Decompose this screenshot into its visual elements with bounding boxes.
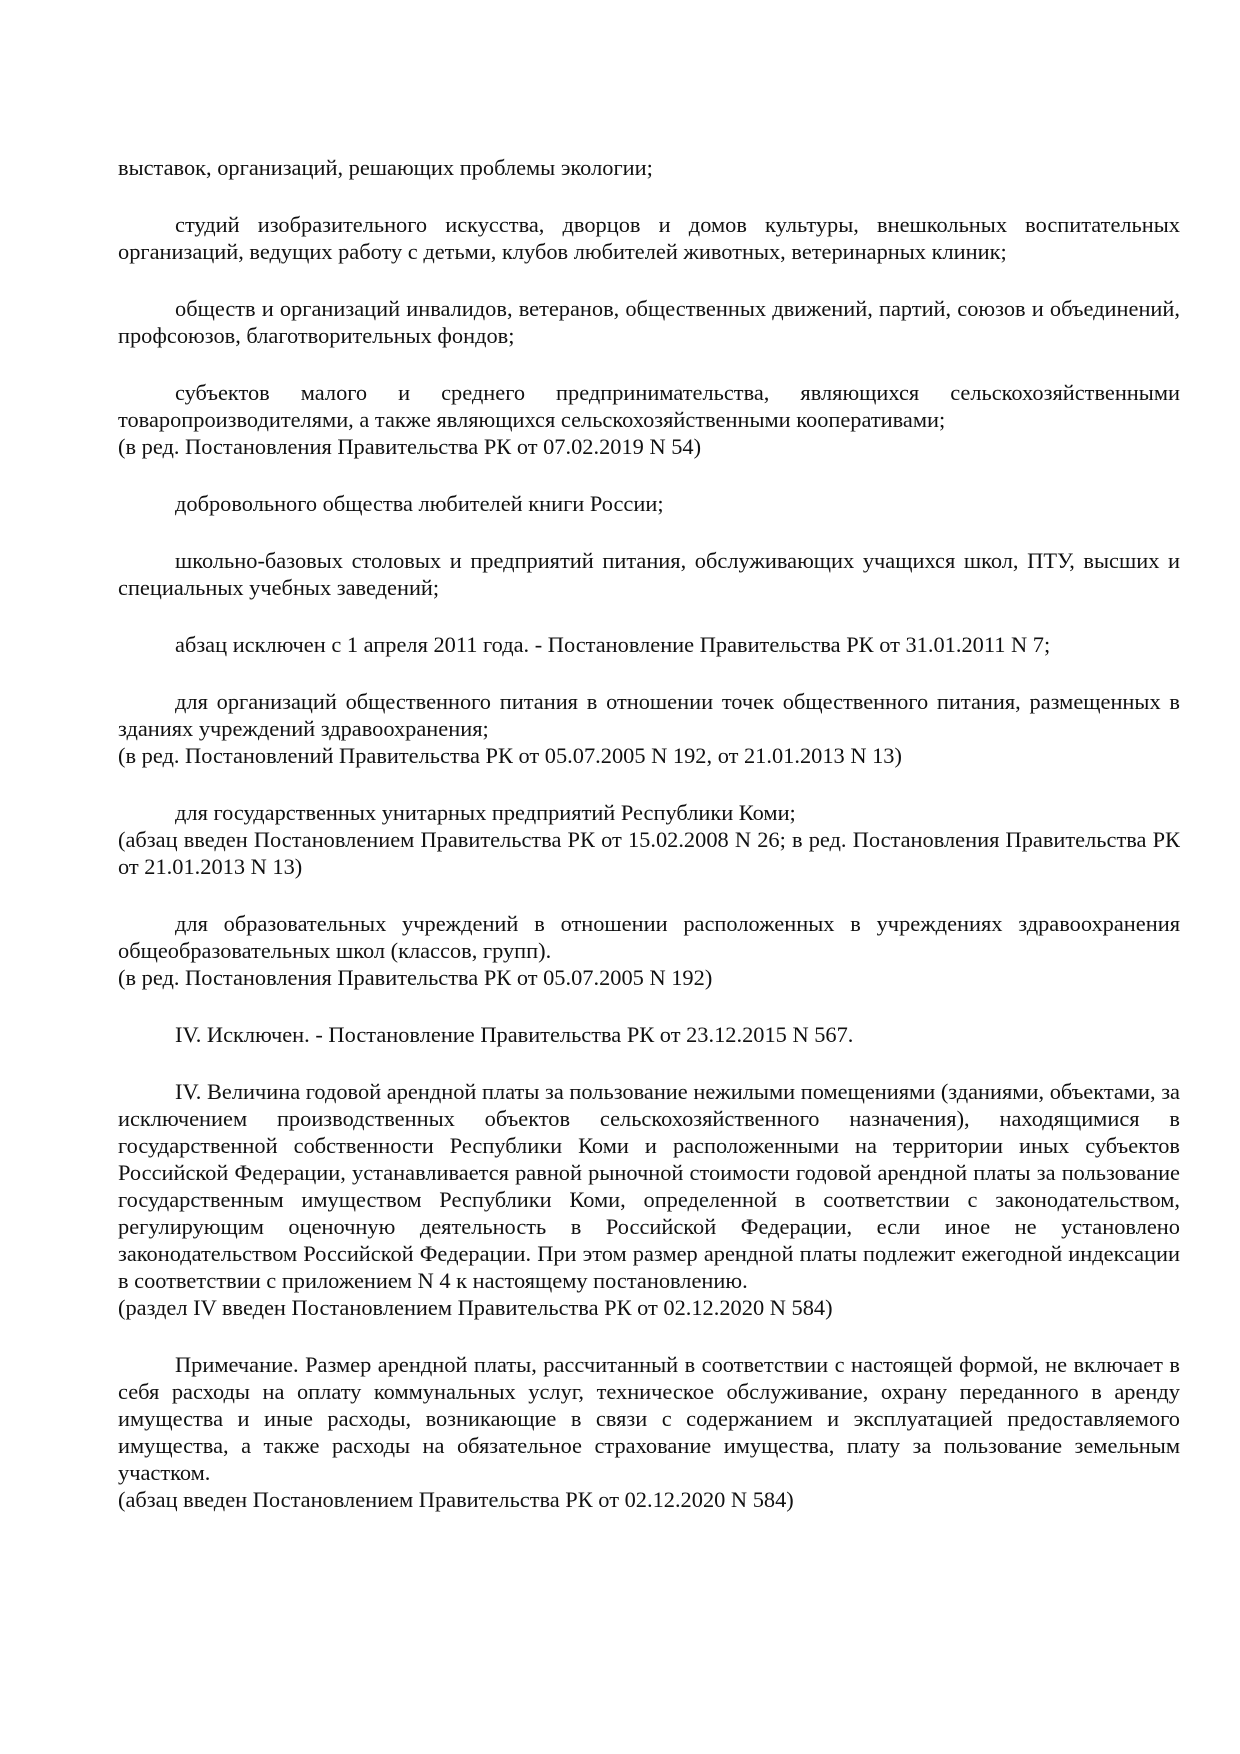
- amendment-note: (раздел IV введен Постановлением Правительства РК от 02.12.2020 N 584): [118, 1295, 833, 1320]
- paragraph-text: IV. Исключен. - Постановление Правительства РК от 23.12.2015 N 567.: [175, 1022, 854, 1047]
- document-page: [118, 154, 1180, 1543]
- list-item-small-business-agri: [118, 379, 1180, 460]
- amendment-note: (в ред. Постановления Правительства РК от 05.07.2005 N 192): [118, 965, 713, 990]
- list-item-disabled-veterans-orgs: [118, 295, 1180, 349]
- paragraph-text: Примечание. Размер арендной платы, рассчитанный в соответствии с настоящей формой, не включает в себя расходы на оплату коммунальных услуг, техническое обслуживание, охрану переданного в аренду имущества и иные расходы, возникающие в связи с содержанием и эксплуатацией предоставляемого имущества, а также расходы на обязательное страхование имущества, плату за пользование земельным участком.: [118, 1352, 1180, 1485]
- paragraph-text: добровольного общества любителей книги России;: [175, 491, 664, 516]
- paragraph-text: обществ и организаций инвалидов, ветеранов, общественных движений, партий, союзов и объединений, профсоюзов, благотворительных фондов;: [118, 296, 1180, 348]
- list-item-art-studios: [118, 211, 1180, 265]
- section-iv-excluded: [118, 1021, 1180, 1048]
- paragraph-text: студий изобразительного искусства, дворцов и домов культуры, внешкольных воспитательных организаций, ведущих работу с детьми, клубов любителей животных, ветеринарных клиник;: [118, 212, 1180, 264]
- list-item-excluded-paragraph: [118, 631, 1180, 658]
- amendment-note: (абзац введен Постановлением Правительства РК от 02.12.2020 N 584): [118, 1487, 794, 1512]
- paragraph-text: абзац исключен с 1 апреля 2011 года. - Постановление Правительства РК от 31.01.2011 N 7;: [175, 632, 1051, 657]
- list-item-educational-institutions: [118, 910, 1180, 991]
- paragraph-text: школьно-базовых столовых и предприятий питания, обслуживающих учащихся школ, ПТУ, высших и специальных учебных заведений;: [118, 548, 1180, 600]
- paragraph-text: субъектов малого и среднего предпринимательства, являющихся сельскохозяйственными товаропроизводителями, а также являющихся сельскохозяйственными кооперативами;: [118, 380, 1180, 432]
- paragraph-text: для государственных унитарных предприятий Республики Коми;: [175, 800, 796, 825]
- paragraph-text: для образовательных учреждений в отношении расположенных в учреждениях здравоохранения общеобразовательных школ (классов, групп).: [118, 911, 1180, 963]
- paragraph-text: выставок, организаций, решающих проблемы экологии;: [118, 155, 653, 180]
- list-item-state-unitary-enterprises: [118, 799, 1180, 880]
- list-item-book-lovers-society: [118, 490, 1180, 517]
- section-iv-annual-rent: [118, 1078, 1180, 1321]
- paragraph-text: для организаций общественного питания в отношении точек общественного питания, размещенных в зданиях учреждений здравоохранения;: [118, 689, 1180, 741]
- paragraph-text: IV. Величина годовой арендной платы за пользование нежилыми помещениями (зданиями, объектами, за исключением производственных объектов сельскохозяйственного назначения), находящимися в государственной собственности Республики Коми и расположенными на территории иных субъектов Российской Федерации, устанавливается равной рыночной стоимости годовой арендной платы за пользование государственным имуществом Республики Коми, определенной в соответствии с законодательством, регулирующим оценочную деятельность в Российской Федерации, если иное не установлено законодательством Российской Федерации. При этом размер арендной платы подлежит ежегодной индексации в соответствии с приложением N 4 к настоящему постановлению.: [118, 1079, 1180, 1293]
- amendment-note: (абзац введен Постановлением Правительства РК от 15.02.2008 N 26; в ред. Постановления Правительства РК от 21.01.2013 N 13): [118, 827, 1180, 879]
- amendment-note: (в ред. Постановления Правительства РК от 07.02.2019 N 54): [118, 434, 702, 459]
- amendment-note: (в ред. Постановлений Правительства РК от 05.07.2005 N 192, от 21.01.2013 N 13): [118, 743, 902, 768]
- list-item-school-canteens: [118, 547, 1180, 601]
- note-paragraph: [118, 1351, 1180, 1513]
- list-item-exhibitions: [118, 154, 1180, 181]
- list-item-public-catering: [118, 688, 1180, 769]
